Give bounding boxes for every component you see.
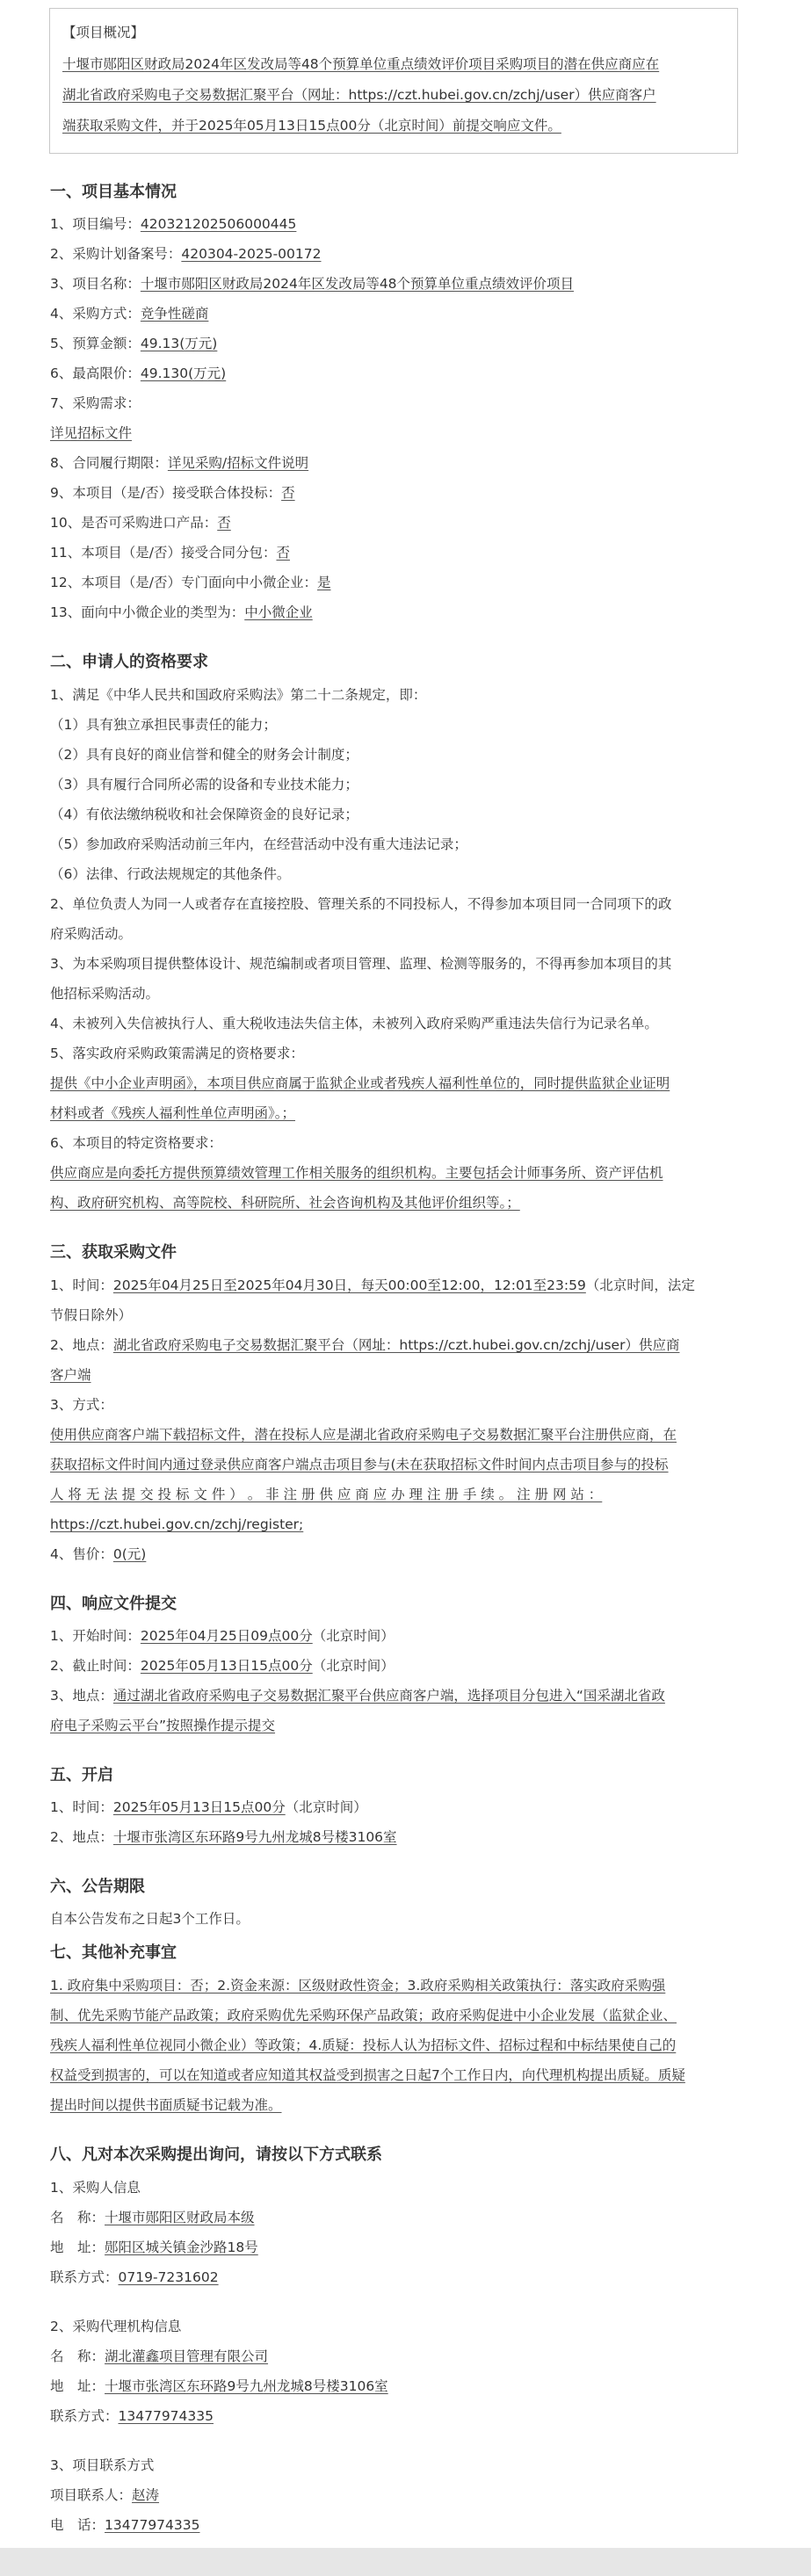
- qualification-line: （2）具有良好的商业信誉和健全的财务会计制度；: [50, 747, 358, 763]
- footer-bar: [0, 2548, 811, 2576]
- purchaser-contact-row: 联系方式：0719-7231602: [50, 2269, 219, 2285]
- qualification-line: 2、单位负责人为同一人或者存在直接控股、管理关系的不同投标人，不得参加本项目同一合同项下的政: [50, 896, 672, 912]
- section-heading: 三、获取采购文件: [50, 1243, 177, 1262]
- info-row: 12、本项目（是/否）专门面向中小微企业：是: [50, 575, 331, 590]
- qualification-line: （6）法律、行政法规规定的其他条件。: [50, 866, 291, 882]
- qualification-line: 1、满足《中华人民共和国政府采购法》第二十二条规定，即：: [50, 687, 427, 703]
- project-name: 十堰市郧阳区财政局2024年区发改局等48个预算单位重点绩效评价项目: [140, 276, 575, 292]
- opening-time-row: 1、时间：2025年05月13日15点00分（北京时间）: [50, 1799, 367, 1815]
- qualification-line: （1）具有独立承担民事责任的能力；: [50, 717, 277, 733]
- overview-line: 湖北省政府采购电子交易数据汇聚平台（网址：https://czt.hubei.gov.cn/zchj/user）供应商客户: [62, 87, 656, 103]
- section-heading: 四、响应文件提交: [50, 1595, 177, 1613]
- purchaser-title: 1、采购人信息: [50, 2180, 141, 2196]
- project-phone-row: 电 话：13477974335: [50, 2517, 200, 2533]
- info-row: 5、预算金额：49.13(万元): [50, 336, 218, 351]
- agency-address: 十堰市张湾区东环路9号九州龙城8号楼3106室: [105, 2378, 388, 2394]
- project-contact-title: 3、项目联系方式: [50, 2457, 155, 2473]
- qualification-line: 他招标采购活动。: [50, 986, 160, 1002]
- section-heading: 七、其他补充事宜: [50, 1943, 177, 1962]
- plan-number: 420304-2025-00172: [181, 246, 322, 262]
- section-heading: 五、开启: [50, 1766, 113, 1784]
- purchaser-name-row: 名 称：十堰市郧阳区财政局本级: [50, 2210, 255, 2225]
- supplement-line: 制、优先采购节能产品政策；政府采购优先采购环保产品政策；政府采购促进中小企业发展（监狱企业、: [50, 2008, 677, 2023]
- agency-contact-row: 联系方式：13477974335: [50, 2408, 214, 2424]
- project-phone: 13477974335: [105, 2517, 200, 2533]
- submission-place-row: 3、地点：通过湖北省政府采购电子交易数据汇聚平台供应商客户端，选择项目分包进入“国采湖北省政: [50, 1688, 665, 1704]
- document-place-row: 2、地点：湖北省政府采购电子交易数据汇聚平台（网址：https://czt.hubei.gov.cn/zchj/user）供应商: [50, 1337, 680, 1353]
- section-heading: 八、凡对本次采购提出询问，请按以下方式联系: [50, 2145, 382, 2164]
- submission-start-row: 1、开始时间：2025年04月25日09点00分（北京时间）: [50, 1628, 395, 1644]
- requirements-link[interactable]: 详见招标文件: [50, 425, 133, 441]
- qualification-line: （3）具有履行合同所必需的设备和专业技术能力；: [50, 777, 358, 792]
- info-row: 13、面向中小微企业的类型为：中小微企业: [50, 604, 313, 620]
- qualification-line: 4、未被列入失信被执行人、重大税收违法失信主体，未被列入政府采购严重违法失信行为记录名单。: [50, 1016, 658, 1031]
- document-price-row: 4、售价：0(元): [50, 1546, 147, 1562]
- document-time-cont: 节假日除外）: [50, 1307, 133, 1323]
- agency-name: 湖北灌鑫项目管理有限公司: [105, 2348, 269, 2364]
- policy-requirement-line: 提供《中小企业声明函》，本项目供应商属于监狱企业或者残疾人福利性单位的，同时提供监狱企业证明: [50, 1075, 670, 1091]
- info-row: 11、本项目（是/否）接受合同分包：否: [50, 545, 290, 561]
- info-row: 7、采购需求：: [50, 395, 141, 411]
- info-row: 6、最高限价：49.130(万元): [50, 365, 227, 381]
- document-place[interactable]: 湖北省政府采购电子交易数据汇聚平台（网址：https://czt.hubei.gov.cn/zchj/user）供应商: [112, 1337, 680, 1353]
- info-row: 8、合同履行期限：详见采购/招标文件说明: [50, 455, 309, 471]
- register-url-link[interactable]: https://czt.hubei.gov.cn/zchj/register;: [50, 1516, 304, 1532]
- info-row: 2、采购计划备案号：420304-2025-00172: [50, 246, 322, 262]
- agency-title: 2、采购代理机构信息: [50, 2319, 182, 2334]
- special-requirement-line: 构、政府研究机构、高等院校、科研院所、社会咨询机构及其他评价组织等。；: [50, 1195, 520, 1211]
- submission-place: 通过湖北省政府采购电子交易数据汇聚平台供应商客户端，选择项目分包进入“国采湖北省政: [112, 1688, 665, 1704]
- import-products: 否: [217, 515, 231, 531]
- purchaser-phone: 0719-7231602: [118, 2269, 219, 2285]
- opening-time: 2025年05月13日15点00分: [112, 1799, 286, 1815]
- sme-type: 中小微企业: [244, 604, 313, 620]
- project-person-row: 项目联系人：赵涛: [50, 2487, 160, 2503]
- project-number: 420321202506000445: [140, 216, 297, 232]
- consortium-bid: 否: [281, 485, 295, 501]
- purchaser-address: 郧阳区城关镇金沙路18号: [105, 2240, 258, 2255]
- info-row: 4、采购方式：竞争性磋商: [50, 306, 209, 322]
- qualification-line: 府采购活动。: [50, 926, 133, 942]
- supplement-line: 1. 政府集中采购项目：否；2.资金来源：区级财政性资金；3.政府采购相关政策执行：落实政府采购强: [50, 1978, 666, 1994]
- procurement-method: 竞争性磋商: [140, 306, 209, 322]
- special-requirement-line: 供应商应是向委托方提供预算绩效管理工作相关服务的组织机构。主要包括会计师事务所、资产评估机: [50, 1165, 663, 1181]
- document-place-cont: 客户端: [50, 1367, 91, 1383]
- qualification-line: 5、落实政府采购政策需满足的资格要求：: [50, 1046, 304, 1061]
- info-row: 10、是否可采购进口产品：否: [50, 515, 231, 531]
- overview-line: 十堰市郧阳区财政局2024年区发改局等48个预算单位重点绩效评价项目采购项目的潜在供应商应在: [62, 56, 660, 72]
- budget-amount: 49.13(万元): [140, 336, 218, 351]
- overview-line: 端获取采购文件，并于2025年05月13日15点00分（北京时间）前提交响应文件。: [62, 118, 561, 134]
- section-heading: 二、申请人的资格要求: [50, 653, 208, 671]
- submission-end: 2025年05月13日15点00分: [140, 1658, 313, 1674]
- qualification-line: （5）参加政府采购活动前三年内，在经营活动中没有重大违法记录；: [50, 836, 467, 852]
- document-method-line: 人 将 无 法 提 交 投 标 文 件 ） 。 非 注 册 供 应 商 应 办 理 注 册 手 续 。 注 册 网 站 ：: [50, 1487, 603, 1502]
- info-row: 9、本项目（是/否）接受联合体投标：否: [50, 485, 295, 501]
- sme-only: 是: [316, 575, 331, 590]
- agency-addr-row: 地 址：十堰市张湾区东环路9号九州龙城8号楼3106室: [50, 2378, 388, 2394]
- info-row: 1、项目编号：420321202506000445: [50, 216, 297, 232]
- project-overview-box: [49, 8, 738, 154]
- document-method-line: 获取招标文件时间内通过登录供应商客户端点击项目参与(未在获取招标文件时间内点击项目参与的投标: [50, 1457, 669, 1473]
- supplement-line: 残疾人福利性单位视同小微企业）等政策；4.质疑：投标人认为招标文件、招标过程和中标结果使自己的: [50, 2037, 677, 2053]
- submission-end-row: 2、截止时间：2025年05月13日15点00分（北京时间）: [50, 1658, 395, 1674]
- agency-name-row: 名 称：湖北灌鑫项目管理有限公司: [50, 2348, 269, 2364]
- opening-place: 十堰市张湾区东环路9号九州龙城8号楼3106室: [112, 1829, 397, 1845]
- document-method-line: 使用供应商客户端下载招标文件，潜在投标人应是湖北省政府采购电子交易数据汇聚平台注册供应商，在: [50, 1427, 677, 1443]
- contract-period: 详见采购/招标文件说明: [167, 455, 309, 471]
- purchaser-name: 十堰市郧阳区财政局本级: [105, 2210, 255, 2225]
- document-time: 2025年04月25日至2025年04月30日，每天00:00至12:00，12:01至23:59: [112, 1277, 586, 1293]
- document-price: 0(元): [112, 1546, 147, 1562]
- submission-place-cont: 府电子采购云平台”按照操作提示提交: [50, 1718, 276, 1733]
- project-person: 赵涛: [132, 2487, 160, 2503]
- section-heading: 六、公告期限: [50, 1878, 145, 1896]
- supplement-line: 权益受到损害的，可以在知道或者应知道其权益受到损害之日起7个工作日内，向代理机构提出质疑。质疑: [50, 2067, 685, 2083]
- document-method-label: 3、方式：: [50, 1397, 113, 1413]
- submission-start: 2025年04月25日09点00分: [140, 1628, 313, 1644]
- policy-requirement-line: 材料或者《残疾人福利性单位声明函》。；: [50, 1105, 296, 1121]
- agency-phone: 13477974335: [118, 2408, 214, 2424]
- document-time-row: 1、时间：2025年04月25日至2025年04月30日，每天00:00至12:00，12:01至23:59（北京时间，法定: [50, 1277, 695, 1293]
- subcontracting: 否: [276, 545, 290, 561]
- overview-title: 【项目概况】: [62, 25, 145, 40]
- purchaser-addr-row: 地 址：郧阳区城关镇金沙路18号: [50, 2240, 258, 2255]
- qualification-line: 3、为本采购项目提供整体设计、规范编制或者项目管理、监理、检测等服务的，不得再参加本项目的其: [50, 956, 672, 972]
- special-requirement-label: 6、本项目的特定资格要求：: [50, 1135, 222, 1151]
- info-row: 3、项目名称：十堰市郧阳区财政局2024年区发改局等48个预算单位重点绩效评价项目: [50, 276, 575, 292]
- qualification-line: （4）有依法缴纳税收和社会保障资金的良好记录；: [50, 807, 358, 822]
- max-price: 49.130(万元): [140, 365, 227, 381]
- notice-period-text: 自本公告发布之日起3个工作日。: [50, 1911, 250, 1927]
- section-heading: 一、项目基本情况: [50, 183, 177, 201]
- info-row: [50, 423, 132, 443]
- supplement-line: 提出时间以提供书面质疑书记载为准。: [50, 2097, 282, 2113]
- opening-place-row: 2、地点：十堰市张湾区东环路9号九州龙城8号楼3106室: [50, 1829, 397, 1845]
